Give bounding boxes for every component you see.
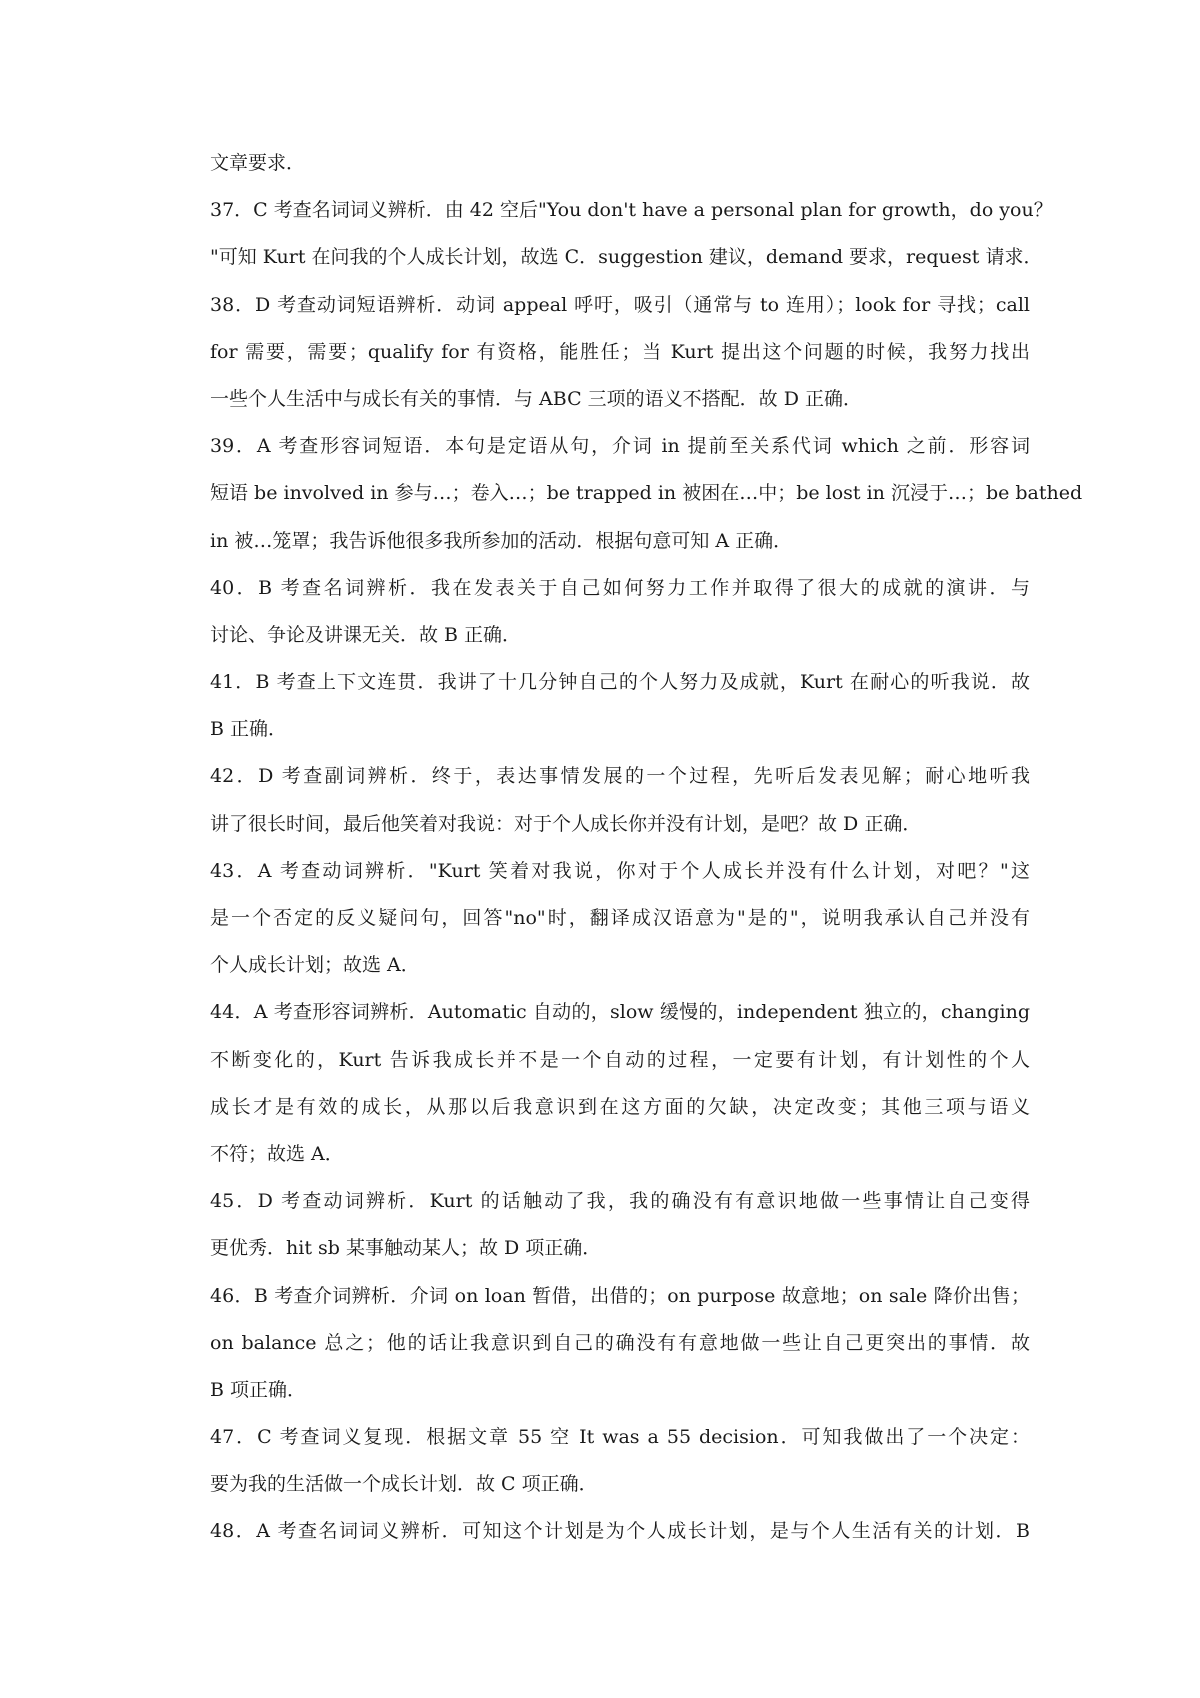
text-line: 37．C 考查名词词义辨析．由 42 空后"You don't have a personal plan for growth，do you？ bbox=[210, 199, 1053, 222]
text-line: 44．A 考查形容词辨析．Automatic 自动的，slow 缓慢的，independent 独立的，changing bbox=[210, 1001, 1030, 1024]
text-line: 45．D 考查动词辨析．Kurt 的话触动了我，我的确没有有意识地做一些事情让自己变得 bbox=[210, 1190, 1030, 1213]
text-line: 40．B 考查名词辨析．我在发表关于自己如何努力工作并取得了很大的成就的演讲．与 bbox=[210, 576, 1030, 599]
text-line: 要为我的生活做一个成长计划．故 C 项正确． bbox=[210, 1473, 598, 1496]
text-line: 38．D 考查动词短语辨析．动词 appeal 呼吁，吸引（通常与 to 连用）；look for 寻找；call bbox=[210, 293, 1030, 316]
text-line: 39．A 考查形容词短语．本句是定语从句，介词 in 提前至关系代词 which 之前．形容词 bbox=[210, 435, 1030, 458]
text-line: B 项正确． bbox=[210, 1378, 307, 1401]
text-line: 46．B 考查介词辨析．介词 on loan 暂借，出借的；on purpose 故意地；on sale 降价出售； bbox=[210, 1284, 1030, 1307]
text-line: 是一个否定的反义疑问句，回答"no"时，翻译成汉语意为"是的"，说明我承认自己并没有 bbox=[210, 907, 1030, 929]
text-line: 讨论、争论及讲课无关．故 B 正确． bbox=[210, 623, 522, 646]
text-line: for 需要，需要；qualify for 有资格，能胜任；当 Kurt 提出这个问题的时候，我努力找出 bbox=[210, 340, 1030, 363]
text-line: 更优秀．hit sb 某事触动某人；故 D 项正确． bbox=[210, 1237, 602, 1260]
text-line: 47．C 考查词义复现．根据文章 55 空 It was a 55 decision．可知我做出了一个决定： bbox=[210, 1426, 1030, 1449]
text-line: 一些个人生活中与成长有关的事情．与 ABC 三项的语义不搭配．故 D 正确． bbox=[210, 387, 862, 410]
text-line: 个人成长计划；故选 A． bbox=[210, 954, 420, 977]
text-line: 成长才是有效的成长，从那以后我意识到在这方面的欠缺，决定改变；其他三项与语义 bbox=[210, 1095, 1030, 1118]
text-line: 不符；故选 A． bbox=[210, 1142, 344, 1165]
document-page bbox=[210, 148, 1083, 1564]
text-line: "可知 Kurt 在问我的个人成长计划，故选 C．suggestion 建议，demand 要求，request 请求． bbox=[210, 246, 1043, 269]
text-line: in 被…笼罩；我告诉他很多我所参加的活动．根据句意可知 A 正确． bbox=[210, 529, 793, 552]
text-line: on balance 总之；他的话让我意识到自己的确没有有意地做一些让自己更突出的事情．故 bbox=[210, 1331, 1030, 1354]
text-line: 讲了很长时间，最后他笑着对我说：对于个人成长你并没有计划，是吧？故 D 正确． bbox=[210, 812, 922, 835]
text-line: 短语 be involved in 参与…；卷入…；be trapped in 被困在…中；be lost in 沉浸于…；be bathed bbox=[210, 482, 1083, 505]
text-line: 42．D 考查副词辨析．终于，表达事情发展的一个过程，先听后发表见解；耐心地听我 bbox=[210, 765, 1030, 788]
text-line: 43．A 考查动词辨析．"Kurt 笑着对我说，你对于个人成长并没有什么计划，对吧？"这 bbox=[210, 859, 1030, 882]
text-line: 不断变化的，Kurt 告诉我成长并不是一个自动的过程，一定要有计划，有计划性的个人 bbox=[210, 1048, 1030, 1071]
text-line: 48．A 考查名词词义辨析．可知这个计划是为个人成长计划，是与个人生活有关的计划．B bbox=[210, 1520, 1030, 1543]
text-line: B 正确． bbox=[210, 718, 288, 741]
text-line: 41．B 考查上下文连贯．我讲了十几分钟自己的个人努力及成就，Kurt 在耐心的听我说．故 bbox=[210, 671, 1030, 694]
text-line: 文章要求． bbox=[210, 152, 306, 174]
